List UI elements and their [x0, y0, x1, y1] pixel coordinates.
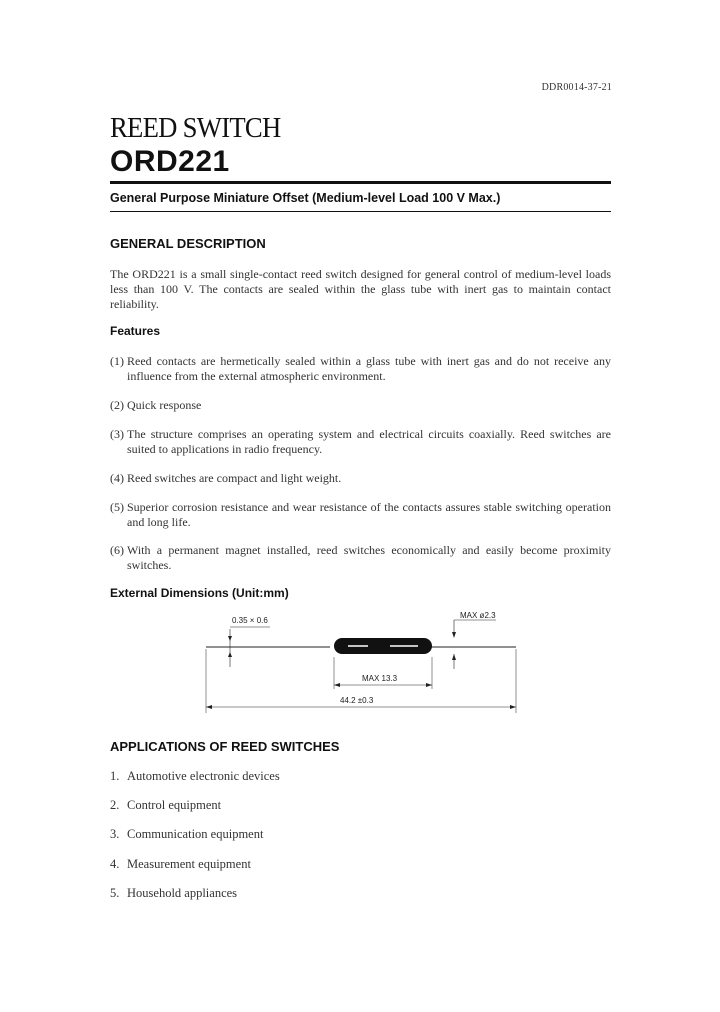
- application-item: [110, 769, 280, 784]
- feature-number: (6): [110, 543, 124, 557]
- application-item: [110, 886, 237, 901]
- feature-text: Quick response: [127, 398, 202, 412]
- lead-size-label: 0.35 × 0.6: [232, 616, 268, 625]
- title-rule: [110, 181, 611, 184]
- overall-length-label: 44.2 ±0.3: [340, 696, 374, 705]
- feature-number: (1): [110, 354, 124, 368]
- subtitle-rule: [110, 211, 611, 212]
- application-text: Measurement equipment: [127, 857, 251, 871]
- external-dimensions-heading: External Dimensions (Unit:mm): [110, 586, 289, 600]
- features-heading: Features: [110, 324, 161, 338]
- application-text: Communication equipment: [127, 827, 264, 841]
- feature-item: [110, 471, 611, 486]
- feature-text: Reed switches are compact and light weight.: [127, 471, 342, 485]
- general-description-body: The ORD221 is a small single-contact reed switch designed for general control of medium-level loads less than 100 V. The contacts are sealed within the glass tube with inert gas to maintain contact reliability.: [110, 267, 611, 311]
- glass-length-label: MAX 13.3: [362, 674, 398, 683]
- feature-text: With a permanent magnet installed, reed switches economically and easily become proximity switches.: [127, 543, 611, 572]
- feature-text: Superior corrosion resistance and wear resistance of the contacts assures stable switching operation and long life.: [127, 500, 611, 529]
- application-number: 3.: [110, 827, 120, 841]
- feature-number: (3): [110, 427, 124, 441]
- application-number: 4.: [110, 857, 120, 871]
- feature-item: [110, 354, 611, 384]
- feature-item: [110, 543, 611, 573]
- application-number: 2.: [110, 798, 120, 812]
- application-text: Control equipment: [127, 798, 222, 812]
- model-number: ORD221: [110, 145, 230, 178]
- feature-item: [110, 427, 611, 457]
- general-description-heading: GENERAL DESCRIPTION: [110, 236, 266, 251]
- application-number: 5.: [110, 886, 120, 900]
- feature-number: (4): [110, 471, 124, 485]
- application-text: Automotive electronic devices: [127, 769, 280, 783]
- feature-item: [110, 398, 611, 413]
- application-item: [110, 827, 263, 842]
- application-number: 1.: [110, 769, 120, 783]
- application-item: [110, 857, 251, 872]
- application-text: Household appliances: [127, 886, 238, 900]
- max-diameter-label: MAX ø2.3: [460, 611, 496, 620]
- feature-item: [110, 500, 611, 530]
- feature-text: Reed contacts are hermetically sealed within a glass tube with inert gas and do not receive any influence from the external atmospheric environment.: [127, 354, 611, 383]
- series-title: REED SWITCH: [110, 112, 281, 144]
- application-item: [110, 798, 221, 813]
- dimension-drawing: [190, 605, 530, 715]
- document-code: DDR0014-37-21: [541, 82, 612, 93]
- product-subtitle: General Purpose Miniature Offset (Medium-level Load 100 V Max.): [110, 191, 501, 205]
- feature-text: The structure comprises an operating system and electrical circuits coaxially. Reed switches are suited to applications in radio frequency.: [127, 427, 611, 456]
- feature-number: (2): [110, 398, 124, 412]
- feature-number: (5): [110, 500, 124, 514]
- applications-heading: APPLICATIONS OF REED SWITCHES: [110, 739, 340, 754]
